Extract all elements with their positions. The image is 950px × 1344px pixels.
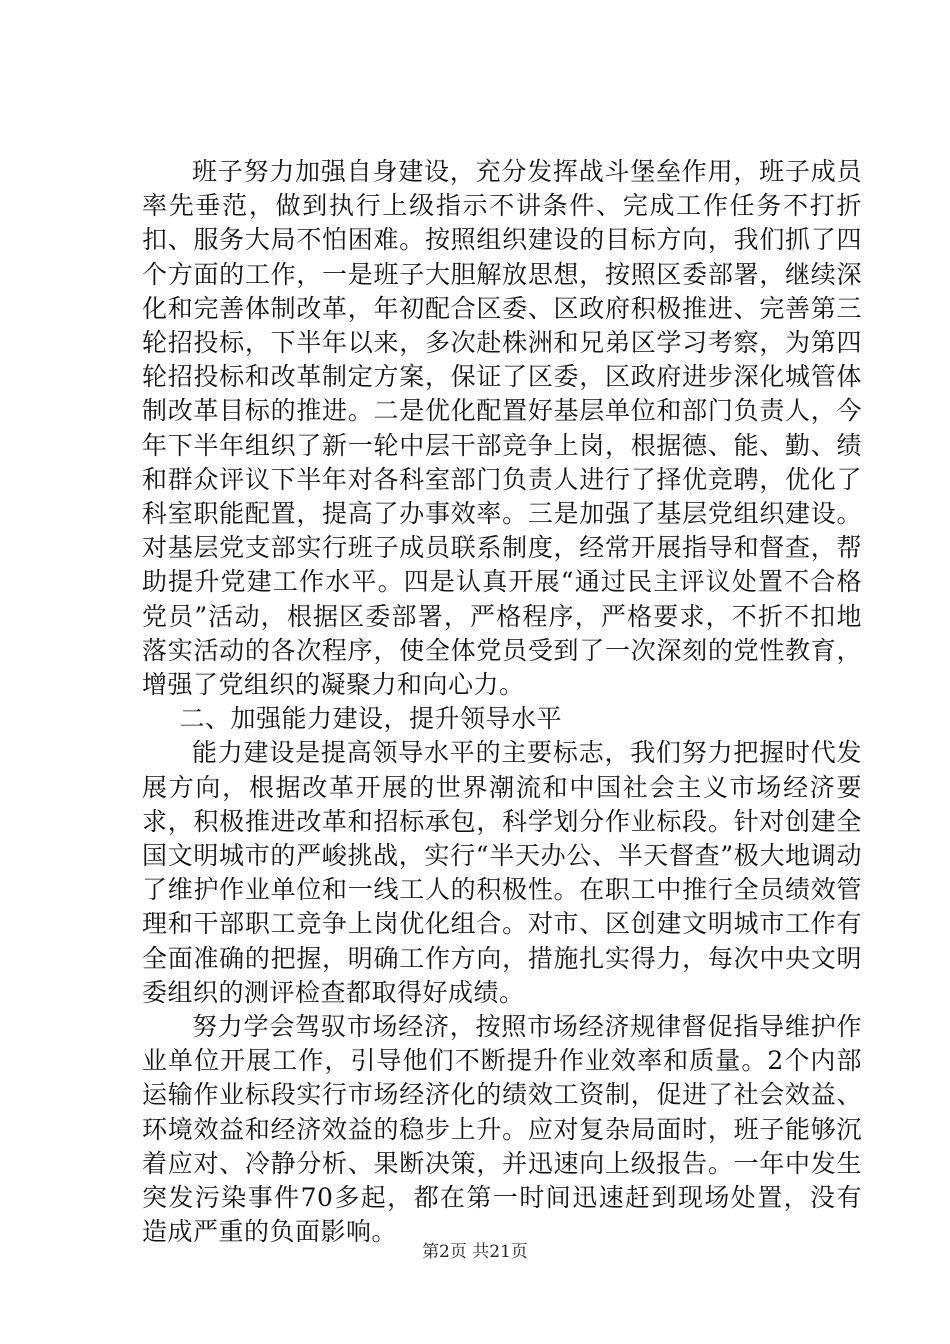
section-heading-capability: 二、加强能力建设，提升领导水平 bbox=[179, 704, 563, 734]
paragraph-capability-building: 能力建设是提高领导水平的主要标志，我们努力把握时代发展方向，根据改革开展的世界潮流和中国社会主义市场经济要求，积极推进改革和招标承包，科学划分作业标段。针对创建全国文明城市的严峻挑战，实行“半天办公、半天督查”极大地调动了维护作业单位和一线工人的积极性。在职工中推行全员绩效管理和干部职工竞争上岗优化组合。对市、区创建文明城市工作有全面准确的把握，明确工作方向，措施扎实得力，每次中央文明委组织的测评检查都取得好成绩。 bbox=[142, 738, 862, 1007]
paragraph-market-economy: 努力学会驾驭市场经济，按照市场经济规律督促指导维护作业单位开展工作，引导他们不断提升作业效率和质量。2个内部运输作业标段实行市场经济化的绩效工资制，促进了社会效益、环境效益和经济效益的稳步上升。应对复杂局面时，班子能够沉着应对、冷静分析、果断决策，并迅速向上级报告。一年中发生突发污染事件70多起，都在第一时间迅速赶到现场处置，没有造成严重的负面影响。 bbox=[142, 1012, 862, 1247]
page-number-footer: 第2页 共21页 bbox=[422, 1242, 528, 1262]
paragraph-team-building: 班子努力加强自身建设，充分发挥战斗堡垒作用，班子成员率先垂范，做到执行上级指示不讲条件、完成工作任务不打折扣、服务大局不怕困难。按照组织建设的目标方向，我们抓了四个方面的工作，一是班子大胆解放思想，按照区委部署，继续深化和完善体制改革，年初配合区委、区政府积极推进、完善第三轮招投标，下半年以来，多次赴株洲和兄弟区学习考察，为第四轮招投标和改革制定方案，保证了区委，区政府进步深化城管体制改革目标的推进。二是优化配置好基层单位和部门负责人，今年下半年组织了新一轮中层干部竞争上岗，根据德、能、勤、绩和群众评议下半年对各科室部门负责人进行了择优竞聘，优化了科室职能配置，提高了办事效率。三是加强了基层党组织建设。对基层党支部实行班子成员联系制度，经常开展指导和督查，帮助提升党建工作水平。四是认真开展“通过民主评议处置不合格党员”活动，根据区委部署，严格程序，严格要求，不折不扣地落实活动的各次程序，使全体党员受到了一次深刻的党性教育，增强了党组织的凝聚力和向心力。 bbox=[142, 157, 862, 700]
document-body bbox=[142, 155, 862, 1250]
